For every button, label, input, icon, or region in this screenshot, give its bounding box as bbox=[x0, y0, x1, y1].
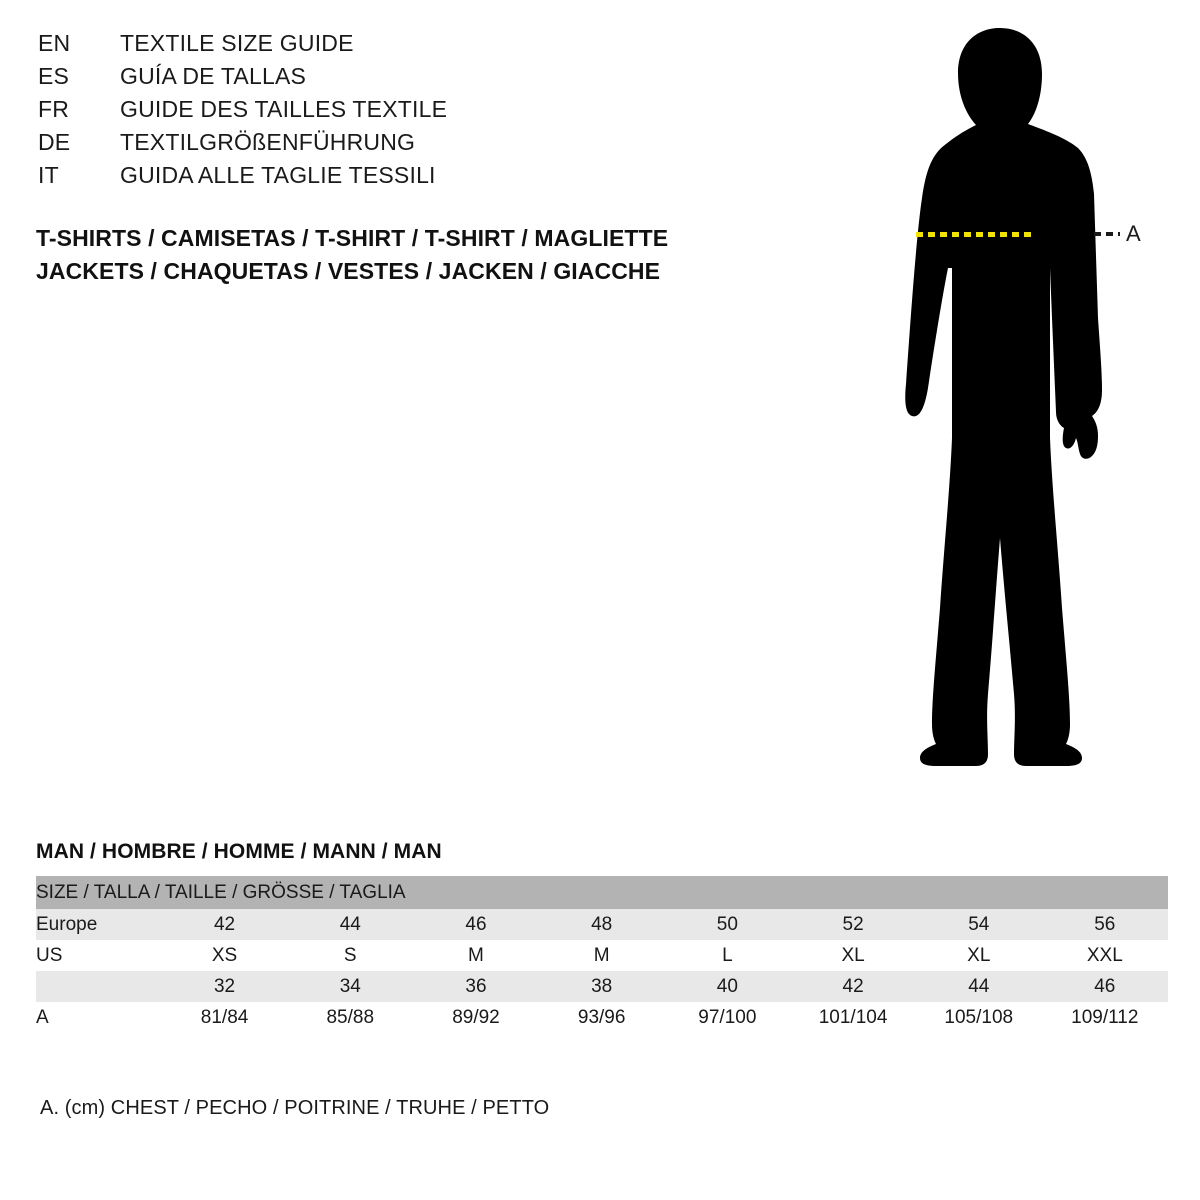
table-cell: 44 bbox=[916, 971, 1042, 1002]
table-cell: 44 bbox=[287, 909, 413, 940]
table-cell: 81/84 bbox=[162, 1002, 288, 1033]
row-label: A bbox=[36, 1002, 162, 1033]
category-jackets: JACKETS / CHAQUETAS / VESTES / JACKEN / GIACCHE bbox=[36, 258, 661, 284]
table-cell: 32 bbox=[162, 971, 288, 1002]
table-cell: 101/104 bbox=[790, 1002, 916, 1033]
table-row bbox=[36, 971, 1168, 1002]
table-cell: 50 bbox=[665, 909, 791, 940]
category-tshirts: T-SHIRTS / CAMISETAS / T-SHIRT / T-SHIRT / MAGLIETTE bbox=[36, 225, 669, 251]
gender-heading: MAN / HOMBRE / HOMME / MANN / MAN bbox=[36, 840, 442, 863]
male-silhouette-figure bbox=[830, 18, 1170, 788]
table-cell: 54 bbox=[916, 909, 1042, 940]
language-row bbox=[38, 63, 738, 96]
table-cell: 42 bbox=[790, 971, 916, 1002]
language-legend bbox=[38, 30, 738, 195]
language-title: GUÍA DE TALLAS bbox=[120, 63, 307, 89]
table-cell: 97/100 bbox=[665, 1002, 791, 1033]
language-code: IT bbox=[38, 162, 59, 188]
table-header-row bbox=[36, 876, 1168, 909]
row-label: US bbox=[36, 940, 162, 971]
table-cell: XL bbox=[916, 940, 1042, 971]
table-cell: XS bbox=[162, 940, 288, 971]
table-cell: 89/92 bbox=[413, 1002, 539, 1033]
language-title: TEXTILGRÖßENFÜHRUNG bbox=[120, 129, 416, 155]
table-cell: 109/112 bbox=[1042, 1002, 1168, 1033]
language-code: FR bbox=[38, 96, 70, 122]
language-title: GUIDE DES TAILLES TEXTILE bbox=[120, 96, 448, 122]
category-headings bbox=[36, 222, 756, 288]
table-cell: 56 bbox=[1042, 909, 1168, 940]
table-cell: 36 bbox=[413, 971, 539, 1002]
size-table bbox=[36, 876, 1168, 1033]
silhouette-icon bbox=[830, 18, 1170, 788]
table-cell: 40 bbox=[665, 971, 791, 1002]
table-cell: M bbox=[413, 940, 539, 971]
language-title: TEXTILE SIZE GUIDE bbox=[120, 30, 354, 56]
language-row bbox=[38, 30, 738, 63]
table-header-label: SIZE / TALLA / TAILLE / GRÖSSE / TAGLIA bbox=[36, 876, 1168, 909]
chest-measure-label: A bbox=[1126, 221, 1141, 246]
table-cell: L bbox=[665, 940, 791, 971]
table-cell: 46 bbox=[1042, 971, 1168, 1002]
table-cell: 38 bbox=[539, 971, 665, 1002]
table-cell: 46 bbox=[413, 909, 539, 940]
language-row bbox=[38, 129, 738, 162]
language-title: GUIDA ALLE TAGLIE TESSILI bbox=[120, 162, 436, 188]
table-row bbox=[36, 1002, 1168, 1033]
table-cell: 93/96 bbox=[539, 1002, 665, 1033]
table-cell: 42 bbox=[162, 909, 288, 940]
size-table-section bbox=[36, 840, 1168, 1033]
chest-measure-line bbox=[916, 232, 1032, 237]
row-label bbox=[36, 971, 162, 1002]
table-cell: XXL bbox=[1042, 940, 1168, 971]
table-row bbox=[36, 909, 1168, 940]
table-cell: 105/108 bbox=[916, 1002, 1042, 1033]
table-cell: S bbox=[287, 940, 413, 971]
table-cell: 52 bbox=[790, 909, 916, 940]
table-cell: XL bbox=[790, 940, 916, 971]
language-code: EN bbox=[38, 30, 71, 56]
language-row bbox=[38, 96, 738, 129]
language-row bbox=[38, 162, 738, 195]
row-label: Europe bbox=[36, 909, 162, 940]
language-code: ES bbox=[38, 63, 70, 89]
table-row bbox=[36, 940, 1168, 971]
language-code: DE bbox=[38, 129, 71, 155]
table-cell: 85/88 bbox=[287, 1002, 413, 1033]
table-cell: 48 bbox=[539, 909, 665, 940]
table-cell: 34 bbox=[287, 971, 413, 1002]
measurement-footnote: A. (cm) CHEST / PECHO / POITRINE / TRUHE / PETTO bbox=[40, 1097, 550, 1119]
table-cell: M bbox=[539, 940, 665, 971]
chest-leader-line bbox=[1094, 232, 1120, 236]
